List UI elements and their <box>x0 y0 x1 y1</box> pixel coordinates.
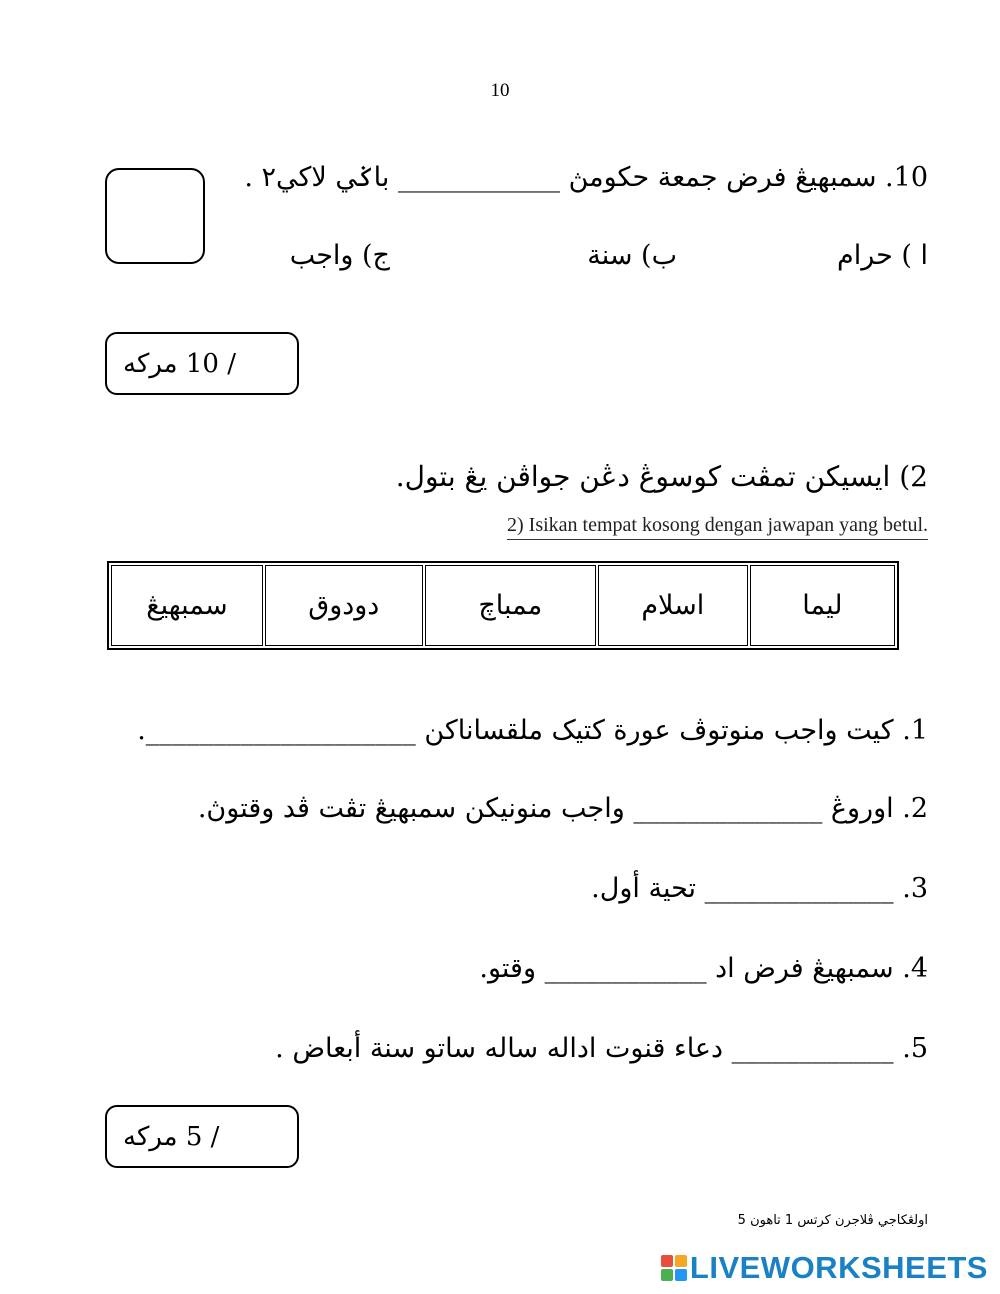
marks-box-section-1 <box>105 332 299 395</box>
fill-item-4[interactable]: 4. سمبهيڠ فرض اد ____________ وقتو. <box>479 953 928 984</box>
logo-text: LIVEWORKSHEETS <box>689 1250 988 1285</box>
marks-label-2: / 5 مرکه <box>123 1121 220 1152</box>
marks-label-1: / 10 مرکه <box>123 348 236 379</box>
footer-note: اولڠکاجي ڤلاجرن کرتس 1 تاهون 5 <box>737 1213 928 1228</box>
word-bank-cell: سمبهيڠ <box>111 565 263 646</box>
fill-item-1[interactable]: 1. کيت واجب منوتوڤ عورة کتيک ملقساناکن ____________________. <box>137 715 928 746</box>
word-bank-cell: ليما <box>750 565 895 646</box>
answer-score-box <box>105 168 205 264</box>
word-bank-table <box>107 561 899 650</box>
question-10-text: 10. سمبهيڠ فرض جمعة حکومڽ ____________ باݢي لاکي٢ . <box>244 162 928 193</box>
section-2-title: 2) ايسيکن تمڤت کوسوڠ دڠن جواڤن يڠ بتول. <box>395 460 928 493</box>
fill-item-2[interactable]: 2. اوروڠ ______________ واجب منونيکن سمبهيڠ تڤت ڤد وقتوڽ. <box>197 793 928 824</box>
word-bank-cell: اسلام <box>598 565 748 646</box>
marks-box-section-2 <box>105 1105 299 1168</box>
page-number: 10 <box>490 80 510 101</box>
option-a[interactable]: ا ) حرام <box>836 240 928 271</box>
word-bank-cell: ممباچ <box>425 565 596 646</box>
section-2-subtitle: 2) Isikan tempat kosong dengan jawapan yang betul. <box>507 514 928 540</box>
logo-icon <box>661 1255 687 1281</box>
liveworksheets-logo <box>661 1250 988 1286</box>
option-c[interactable]: ج) واجب <box>289 240 390 271</box>
fill-item-5[interactable]: 5. ____________ دعاء قنوت اداله ساله ساتو سنة أبعاض . <box>275 1033 928 1064</box>
fill-item-3[interactable]: 3. ______________ تحية أول. <box>591 873 928 904</box>
word-bank-cell: دودوق <box>265 565 423 646</box>
option-b[interactable]: ب) سنة <box>587 240 677 271</box>
